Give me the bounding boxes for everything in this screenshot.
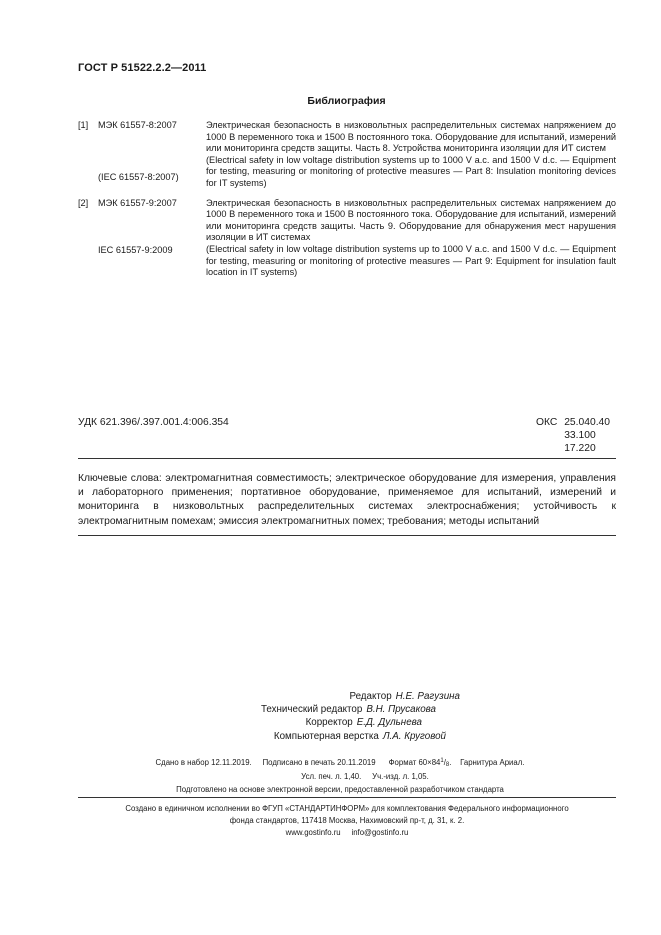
- sent-to-typeset: Сдано в набор 12.11.2019.: [155, 758, 252, 767]
- oks-code: 33.100: [564, 429, 596, 441]
- publishing-info: [100, 755, 580, 796]
- website-link[interactable]: www.gostinfo.ru: [285, 828, 341, 838]
- credit-role: Компьютерная верстка: [273, 730, 379, 742]
- entry-number: [1]: [78, 120, 89, 130]
- typeface: Гарнитура Ариал.: [460, 758, 525, 767]
- bibliography-entry: [78, 198, 616, 279]
- credit-role: Технический редактор: [260, 704, 363, 716]
- entry-code: МЭК 61557-8:2007: [98, 120, 177, 130]
- entry-number: [2]: [78, 197, 89, 208]
- footer: [78, 803, 616, 840]
- keywords: Ключевые слова: электромагнитная совместимость; электрическое оборудование для измерения, управления и лабораторного применения; портативное оборудование, применяемое для испытаний, измерений и мониторинга в низковольтных распределительных системах электроснабжения; устойчивость к электромагнитным помехам; эмиссия электромагнитных помех; требования; методы испытаний: [78, 473, 616, 527]
- oks-code: 25.040.40: [564, 417, 611, 428]
- publisher-sheets: Уч.-изд. л. 1,05.: [372, 772, 429, 782]
- credit-name: Н.Е. Рагузина: [395, 691, 460, 702]
- entry-title-ru: Электрическая безопасность в низковольтных распределительных системах напряжением до 1000 В переменного тока и 1500 В постоянного тока. Оборудование для испытаний, измерений или мониторинга средств защиты. Часть 8. Устройства мониторинга изоляции для ИТ систем: [206, 120, 616, 154]
- entry-code-international: (IEC 61557-8:2007): [98, 172, 179, 182]
- entry-title-en: (Electrical safety in low voltage distribution systems up to 1000 V a.c. and 1500 V d.c. — Equipment for testing, measuring or monitoring of protective measures — Part 8: Insulation monitoring devices for IT systems): [206, 154, 616, 188]
- credit-layout: [200, 730, 460, 743]
- udc-code: УДК 621.396/.397.001.4:006.354: [78, 417, 229, 428]
- credit-role: Корректор: [305, 717, 353, 729]
- signed-to-print: Подписано в печать 20.11.2019: [262, 758, 376, 767]
- paper-format: Формат $60\times 84^1/_8$.: [388, 758, 452, 768]
- credits: [200, 690, 460, 743]
- entry-title-en: (Electrical safety in low voltage distribution systems up to 1000 V a.c. and 1500 V d.c. — Equipment for testing, measuring or monitoring of protective measures — Part 9: Equipment for insulation fault location in IT systems): [206, 243, 616, 278]
- oks-code: 17.220: [564, 442, 596, 454]
- footer-line: Создано в единичном исполнении во ФГУП «СТАНДАРТИНФОРМ» для комплектования Федерального информационного: [125, 804, 569, 813]
- prepared-note: Подготовлено на основе электронной версии, предоставленной разработчиком стандарта: [176, 784, 504, 794]
- bibliography-entry: [78, 120, 616, 190]
- entry-code-international: IEC 61557-9:2009: [98, 244, 173, 255]
- footer-line: фонда стандартов, 117418 Москва, Нахимовский пр-т, д. 31, к. 2.: [229, 816, 465, 826]
- credit-role: Редактор: [349, 691, 392, 702]
- credit-editor: [200, 690, 460, 703]
- oks-label: ОКС: [536, 417, 558, 428]
- oks-classification: [536, 417, 610, 455]
- credit-name: Е.Д. Дульнева: [356, 717, 422, 729]
- bibliography-title: Библиография: [307, 95, 386, 107]
- credit-proofreader: [200, 716, 460, 729]
- entry-code: МЭК 61557-9:2007: [98, 197, 177, 208]
- divider: [78, 458, 616, 459]
- credit-name: В.Н. Прусакова: [366, 704, 436, 716]
- bibliography-list: [78, 120, 616, 287]
- email-link[interactable]: info@gostinfo.ru: [351, 828, 409, 838]
- credit-name: Л.А. Круговой: [382, 730, 446, 742]
- credit-tech-editor: [200, 703, 460, 716]
- print-sheets: Усл. печ. л. 1,40.: [301, 772, 362, 782]
- document-id: ГОСТ Р 51522.2.2—2011: [78, 62, 207, 74]
- divider: [78, 797, 616, 798]
- entry-title-ru: Электрическая безопасность в низковольтных распределительных системах напряжением до 1000 В переменного тока и 1500 В постоянного тока. Оборудование для испытаний, измерений или мониторинга средств защиты. Часть 9. Оборудование для обнаружения мест нарушения изоляции в ИТ системах: [206, 197, 616, 243]
- divider: [78, 535, 616, 536]
